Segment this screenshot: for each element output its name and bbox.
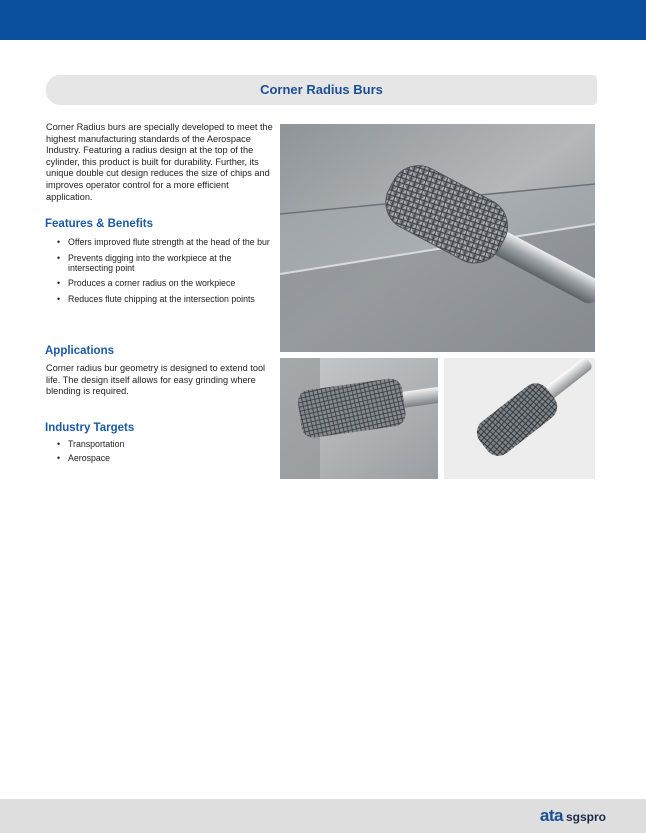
feature-item: • Produces a corner radius on the workpiece bbox=[46, 278, 276, 288]
applications-paragraph: Corner radius bur geometry is designed to extend tool life. The design itself allows for easy grinding where blending is required. bbox=[46, 363, 266, 397]
industry-list bbox=[46, 439, 276, 467]
page-title: Corner Radius Burs bbox=[260, 82, 383, 97]
industry-item: • Aerospace bbox=[46, 453, 276, 463]
features-heading: Features & Benefits bbox=[45, 218, 154, 230]
industry-item: • Transportation bbox=[46, 439, 276, 449]
feature-item: • Offers improved flute strength at the head of the bur bbox=[46, 237, 276, 247]
feature-item: • Prevents digging into the workpiece at the intersecting point bbox=[46, 253, 276, 273]
intro-paragraph: Corner Radius burs are specially developed to meet the highest manufacturing standards of the Aerospace Industry. Featuring a radius design at the top of the cylinder, this product is built for durability. Further, its unique double cut design reduces the size of chips and improves operator control for a more efficient application. bbox=[46, 122, 273, 202]
title-banner bbox=[46, 75, 597, 105]
top-brand-bar bbox=[0, 0, 646, 40]
applications-heading: Applications bbox=[45, 345, 115, 357]
features-list bbox=[46, 237, 276, 309]
bur-grinding-photo bbox=[280, 358, 438, 479]
ata-sgspro-logo bbox=[540, 806, 606, 826]
logo-primary-text: ata bbox=[539, 806, 563, 825]
industry-targets-heading: Industry Targets bbox=[45, 422, 135, 434]
bur-product-photo bbox=[444, 358, 595, 479]
bur-on-workpiece-photo bbox=[280, 124, 595, 352]
logo-secondary-text: sgspro bbox=[565, 810, 606, 824]
feature-item: • Reduces flute chipping at the intersection points bbox=[46, 294, 276, 304]
